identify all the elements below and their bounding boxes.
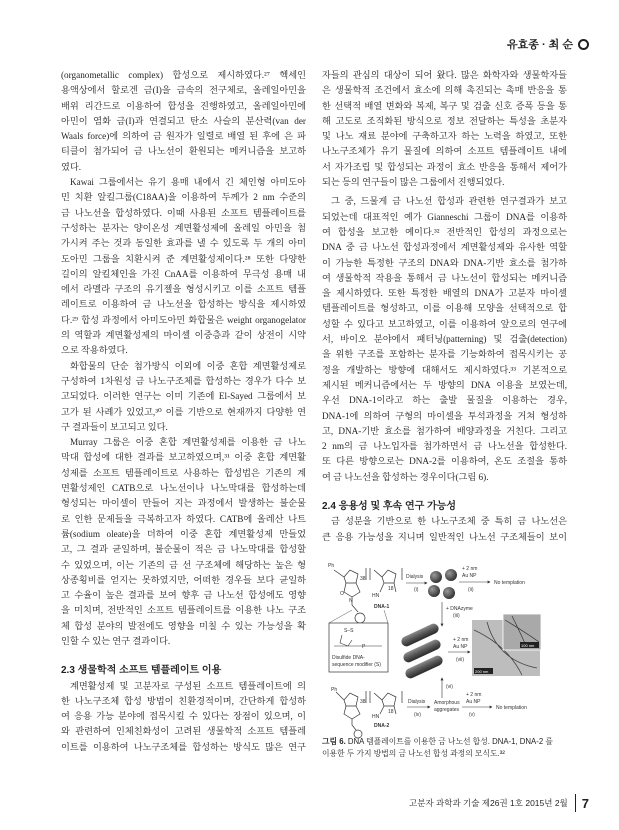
label-p: P [362, 644, 366, 650]
text-line: 여 금 나노선을 합성하는 경우이다(그림 6). [322, 471, 489, 482]
label-step-vi: (vi) [446, 684, 453, 690]
text-line: 제시된 메커니즘에서는 두 방향의 DNA 이용을 보였는데, [322, 379, 567, 390]
text-line: 되었는데 대표적인 예가 Gianneschi 그룹이 DNA를 이용하 [322, 211, 567, 222]
text-line: 다.²⁹ 합성 과정에서 아미도아민 화합물은 weight organogelator [61, 314, 306, 325]
text-line: 나노구조체가 유기 물질에 의하여 소프트 템플레이트 내에 [322, 146, 567, 157]
text-line: 고 수율이 높은 결과를 보여 향후 금 나노선 합성에도 영향 [61, 590, 306, 601]
text-line: 서 자가조립 및 합성되는 과정이 효소 반응을 통해서 제어가 [322, 161, 567, 172]
text-line: 해 고도로 조직화된 방식으로 정보 전달하는 특성을 초분자 [322, 115, 567, 126]
text-line: 구성하는 분자는 양이온성 계면활성제에 올레일 아민을 첨 [61, 222, 306, 233]
label-step-ii: (ii) [468, 587, 474, 593]
text-line: 2 nm의 금 나노입자를 첨가하면서 금 나노선을 합성한다. [322, 441, 567, 452]
label-no-templation-2: No templation [496, 705, 527, 711]
circle-icon [578, 39, 589, 50]
text-line: 였다. [61, 161, 82, 172]
label-hn-1: HN [372, 593, 380, 599]
text-line: 로 인한 문제들을 극복하고자 하였다. CATB에 올레산 나트 [61, 513, 306, 524]
text-line: 이 가능한 특정한 구조의 DNA와 DNA-기반 효소를 첨가하 [322, 257, 567, 268]
text-line: 을 제시하였다. 또한 특정한 배열의 DNA가 고분자 마이셀 [322, 288, 567, 299]
label-step-v: (v) [469, 712, 475, 718]
text-line: 가시켜 주는 것과 동일한 효과를 낼 수 있도록 두 개의 아미 [61, 238, 306, 249]
label-o-1: O [340, 591, 344, 597]
text-line: 되는 등의 연구들이 많은 그룹에서 진행되었다. [322, 177, 505, 188]
left-column [61, 68, 306, 755]
text-line: 용액상에서 할로겐 금(I)을 금속의 전구체로, 올레일아민을 [61, 85, 306, 96]
text-line: 을 미치며, 전반적인 소프트 템플레이트를 이용한 나노 구조 [61, 605, 306, 616]
polymer-dna1-structure [334, 568, 402, 623]
label-38-2: 38 [360, 699, 366, 705]
text-line: 계면활성제 및 고분자로 구성된 소프트 템플레이트에 의 [70, 680, 306, 691]
label-aggregates: aggregates [434, 707, 460, 713]
text-line: 한 나노구조체 합성 방법이 친환경적이며, 간단하게 합성하 [61, 695, 306, 706]
label-step-iii: (iii) [453, 613, 460, 619]
page-number: 7 [581, 795, 589, 811]
label-18-2: 18 [388, 709, 394, 715]
caption-line1: DNA 템플레이트를 이용한 금 나노선 합성. DNA-1, DNA-2 를 [345, 737, 553, 746]
text-line: 여 응용 가능 분야에 접목시킬 수 있다는 장점이 있으며, 이 [61, 711, 306, 722]
text-line: 레이트로 이용하여 금 나노선을 합성하는 방식을 제시하였 [61, 299, 306, 310]
text-line: 고가 된 사례가 있었고,³⁰ 이를 기반으로 현재까지 다양한 연 [61, 406, 306, 417]
text-line: 및 나노 재료 분야에 구축하고자 하는 노력을 하였고, 또한 [322, 131, 567, 142]
text-line: 에서 라멜라 구조의 유기젤을 형성시키고 이를 소프트 템플 [61, 284, 306, 295]
label-dnazyme: + DNAzyme [446, 606, 473, 612]
label-dialysis-1: Dialysis [406, 574, 424, 580]
text-line: Murray 그룹은 이중 혼합 계면활성제를 이용한 금 나노 [70, 437, 306, 448]
header-authors: 유효종 · 최 순 [507, 39, 573, 51]
label-aunp-1: Au NP [462, 573, 477, 579]
text-line: 서, 바이오 분야에서 패터닝(patterning) 및 검출(detection) [322, 334, 567, 345]
running-header [507, 36, 589, 52]
text-line: 또 다른 방향으로는 DNA-2를 이용하여, 온도 조절을 통하 [322, 456, 567, 467]
micelle-spheres [428, 569, 457, 599]
text-line: 도아민 그룹을 치환시켜 준 계면활성제이다.²⁸ 또한 다양한 [61, 253, 306, 264]
text-line: 상종횡비를 얻지는 못하였지만, 어떠한 경우들 보다 균일하 [61, 574, 306, 585]
label-no-templation-1: No templation [494, 580, 525, 586]
text-line: 길이의 알킬체인을 가진 CnAA를 이용하여 무극성 용매 내 [61, 268, 306, 279]
text-line: 배위 리간드로 이용하여 합성을 진행하였고, 올레일아민에 [61, 100, 306, 111]
text-line: 큰 응용 가능성을 지니며 일반적인 나노선 구조체들이 보이 [322, 531, 567, 542]
text-line: 인할 수 있는 연구 결과이다. [61, 635, 171, 646]
text-line: 륨(sodium oleate)을 더하여 이중 혼합 계면활성제 만들었 [61, 528, 306, 539]
text-line: (organometallic complex) 합성으로 제시하였다.²⁷ 헥세인 [61, 70, 306, 80]
right-column [322, 68, 567, 545]
label-step-i: (i) [414, 587, 419, 593]
label-hn-2: HN [372, 714, 380, 720]
text-line: 화합물의 단순 첨가방식 이외에 이중 혼합 계면활성제로 [70, 360, 306, 371]
label-2nm-vii: + 2 nm [453, 637, 469, 643]
figure-6-scheme [322, 550, 567, 740]
text-line: 체 합성 분야의 발전에도 영향을 미칠 수 있는 가능성을 확 [61, 620, 306, 631]
label-dna2: DNA-2 [374, 723, 390, 729]
text-line: 성제를 소프트 템플레이트로 사용하는 합성법은 기존의 계 [61, 467, 306, 478]
text-line: 고, 그 결과 균일하며, 불순물이 적은 금 나노막대를 합성할 [61, 544, 306, 555]
text-line: 금 나노선을 합성하였다. 이때 사용된 소프트 템플레이트를 [61, 207, 306, 218]
page-footer [409, 794, 589, 812]
text-line: 으로 작용하였다. [61, 345, 128, 356]
text-line: 수 있었으며, 이는 기존의 금 선 구조체에 해당하는 높은 형 [61, 559, 306, 570]
text-line: DNA 중 금 나노선 합성과정에서 계면활성제와 유사한 역할 [322, 242, 567, 253]
text-line: 민 치환 알킬그룹(C18AA)을 이용하여 두께가 2 nm 수준의 [61, 192, 306, 203]
text-line: 이트를 이용하여 나노구조체를 합성하는 방식도 많은 연구 [61, 741, 306, 752]
text-line: 정을 개발하는 방향에 대해서도 제시하였다.³³ 기본적으로 [322, 364, 567, 375]
label-amorphous: Amorphous [434, 700, 460, 706]
label-modifier-1: Disulfide DNA- [332, 655, 365, 661]
text-line: 금 성분을 기반으로 한 나노구조체 중 특히 금 나노선은 [331, 516, 567, 527]
text-line: 구성하여 1차원성 금 나노구조체를 합성하는 경우가 다수 보 [61, 375, 306, 386]
text-line: 여 합성을 보고한 예이다.³² 전반적인 합성의 과정으로는 [322, 226, 567, 237]
text-line: DNA-1에 의하여 구형의 마이셀을 투석과정을 거쳐 형성하 [322, 410, 567, 421]
label-modifier-2: sequence modifier (S) [332, 662, 381, 668]
text-line: 구 결과들이 보고되고 있다. [61, 421, 168, 432]
text-line: 그 중, 드물게 금 나노선 합성과 관련한 연구결과가 보고 [331, 196, 567, 207]
figure-caption [322, 736, 572, 760]
label-scale-200: 200 nm [475, 669, 489, 674]
text-line: 의 역할과 계면활성제의 마이셀 이중층과 같이 상전이 시약 [61, 330, 306, 341]
label-ph-2: Ph [331, 687, 338, 693]
text-line: 자들의 관심의 대상이 되어 왔다. 많은 화학자와 생물학자들 [322, 70, 567, 80]
text-line: 성할 수 있다고 보고하였고, 이를 이용하여 앞으로의 연구에 [322, 318, 567, 329]
text-line: 티클이 첨가되어 금 나노선이 환원되는 메커니즘을 보고하 [61, 146, 306, 157]
text-line: 형성되는 마이셀이 만들어 지는 과정에서 발생하는 불순물 [61, 498, 306, 509]
label-scale-100: 100 nm [521, 643, 535, 648]
text-line: 와 관련하여 인체친화성이 고려된 생물학적 소프트 템플레 [61, 726, 306, 737]
label-step-iv: (iv) [414, 712, 421, 718]
text-line: 한 선택적 배열 변화와 복제, 복구 및 검출 신호 증폭 등을 통 [322, 100, 567, 111]
footer-divider [575, 794, 576, 812]
journal-info: 고분자 과학과 기술 제26권 1호 2015년 2월 [409, 798, 568, 808]
cylindrical-micelles [400, 622, 444, 680]
caption-label: 그림 6. [322, 737, 346, 746]
label-aunp-v: Au NP [466, 699, 481, 705]
text-line: 아민이 염화 금(I)과 연결되고 탄소 사슬의 분산력(van der [61, 115, 306, 126]
label-38-1: 38 [360, 576, 366, 582]
label-2nm-v: + 2 nm [466, 692, 482, 698]
text-line: 템플레이트를 형성하고, 이를 이용해 모양을 선택적으로 합 [322, 303, 567, 314]
text-line: 우선 DNA-1이라고 하는 출발 물질을 이용하는 경우, [322, 395, 567, 406]
label-aunp-vii: Au NP [453, 644, 468, 650]
label-step-vii: (vii) [456, 657, 465, 663]
text-line: 막대 합성에 대한 결과를 보고하였으며,³¹ 이중 혼합 계면활 [61, 452, 306, 463]
label-ph-1: Ph [328, 563, 335, 569]
caption-line2: 이용한 두 가지 방법의 금 나노선 합성 과정의 모식도.³² [322, 749, 505, 758]
text-line: 고되었다. 이러한 연구는 이미 기존에 El-Sayed 그룹에서 보 [61, 391, 306, 402]
section-heading: 2.4 응용성 및 후속 연구 가능성 [322, 501, 457, 513]
label-dialysis-2: Dialysis [408, 699, 426, 705]
text-line: 고, DNA-기반 효소를 첨가하여 배양과정을 거친다. 그리고 [322, 425, 567, 436]
label-18-1: 18 [388, 586, 394, 592]
label-ss: S–S [344, 628, 354, 634]
label-n-1: N [349, 598, 353, 604]
text-line: Kawai 그룹에서는 유기 용매 내에서 긴 체인형 아미도아 [70, 177, 306, 188]
text-line: 여 생물학적 작용을 통해서 금 나노선이 합성되는 메커니즘 [322, 272, 567, 283]
section-heading: 2.3 생물학적 소프트 템플레이트 이용 [61, 665, 222, 677]
label-2nm-1: + 2 nm [462, 566, 478, 572]
label-dna1: DNA-1 [374, 604, 390, 610]
text-line: 은 생물학적 조건에서 효소에 의해 촉진되는 촉매 반응을 통 [322, 85, 567, 96]
text-line: 면활성제인 CATB으로 나노선이나 나노막대를 합성하는데 [61, 483, 306, 494]
text-line: Waals force)에 의하여 금 원자가 일렬로 배열 된 후에 은 파 [61, 131, 306, 142]
text-line: 을 위한 구조를 포함하는 분자를 기능화하여 접목시키는 공 [322, 349, 567, 360]
